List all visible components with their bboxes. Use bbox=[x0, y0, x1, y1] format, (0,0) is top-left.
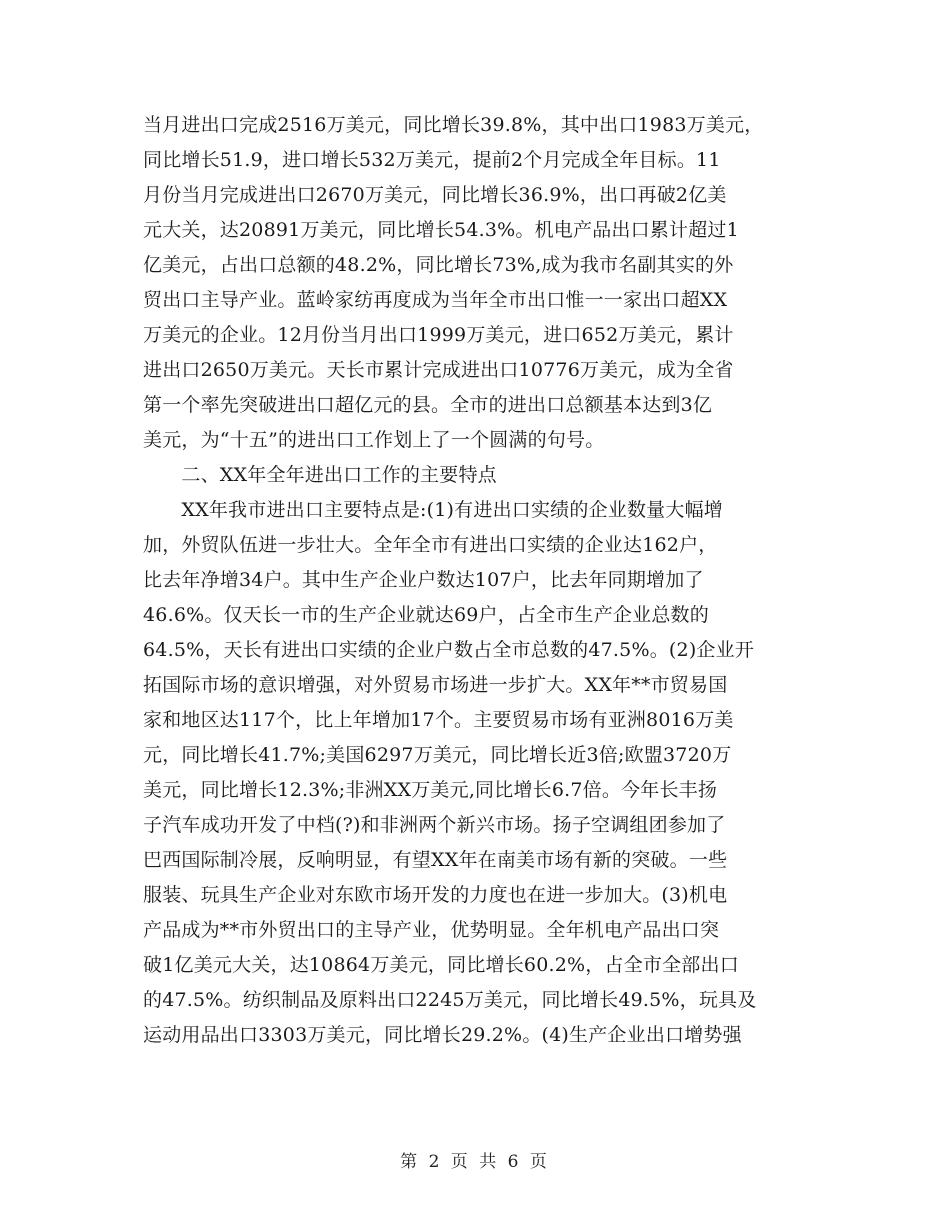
text-line: 美元，为“十五”的进出口工作划上了一个圆满的句号。 bbox=[143, 429, 605, 451]
text-line: 元大关，达20891万美元，同比增长54.3%。机电产品出口累计超过1 bbox=[143, 219, 739, 241]
text-line: 64.5%，天长有进出口实绩的企业户数占全市总数的47.5%。(2)企业开 bbox=[143, 639, 755, 661]
text-line: 破1亿美元大关，达10864万美元，同比增长60.2%，占全市全部出口 bbox=[143, 954, 739, 976]
text-line: XX年我市进出口主要特点是:(1)有进出口实绩的企业数量大幅增 bbox=[143, 499, 723, 521]
text-line: 加，外贸队伍进一步壮大。全年全市有进出口实绩的企业达162户， bbox=[143, 534, 718, 556]
text-line: 元，同比增长41.7%;美国6297万美元，同比增长近3倍;欧盟3720万 bbox=[143, 744, 732, 766]
text-line: 美元，同比增长12.3%;非洲XX万美元,同比增长6.7倍。今年长丰扬 bbox=[143, 779, 718, 801]
text-line: 同比增长51.9，进口增长532万美元，提前2个月完成全年目标。11 bbox=[143, 149, 721, 171]
text-line: 46.6%。仅天长一市的生产企业就达69户，占全市生产企业总数的 bbox=[143, 604, 709, 626]
text-line: 亿美元，占出口总额的48.2%，同比增长73%,成为我市名副其实的外 bbox=[143, 254, 734, 276]
section-heading: 二、XX年全年进出口工作的主要特点 bbox=[143, 464, 497, 486]
text-line: 月份当月完成进出口2670万美元，同比增长36.9%，出口再破2亿美 bbox=[143, 184, 727, 206]
text-line: 第一个率先突破进出口超亿元的县。全市的进出口总额基本达到3亿 bbox=[143, 394, 713, 416]
text-line: 比去年净增34户。其中生产企业户数达107户，比去年同期增加了 bbox=[143, 569, 704, 591]
text-line: 子汽车成功开发了中档(?)和非洲两个新兴市场。扬子空调组团参加了 bbox=[143, 814, 726, 836]
text-line: 产品成为**市外贸出口的主导产业，优势明显。全年机电产品出口突 bbox=[143, 919, 720, 941]
text-line: 万美元的企业。12月份当月出口1999万美元，进口652万美元，累计 bbox=[143, 324, 734, 346]
text-line: 巴西国际制冷展，反响明显，有望XX年在南美市场有新的突破。一些 bbox=[143, 849, 728, 871]
text-line: 家和地区达117个，比上年增加17个。主要贸易市场有亚洲8016万美 bbox=[143, 709, 734, 731]
text-line: 贸出口主导产业。蓝岭家纺再度成为当年全市出口惟一一家出口超XX bbox=[143, 289, 728, 311]
text-line: 服装、玩具生产企业对东欧市场开发的力度也在进一步加大。(3)机电 bbox=[143, 884, 728, 906]
text-line: 运动用品出口3303万美元，同比增长29.2%。(4)生产企业出口增势强 bbox=[143, 1024, 742, 1046]
text-line: 当月进出口完成2516万美元，同比增长39.8%，其中出口1983万美元， bbox=[143, 114, 764, 136]
text-line: 拓国际市场的意识增强，对外贸易市场进一步扩大。XX年**市贸易国 bbox=[143, 674, 728, 696]
text-line: 的47.5%。纺织制品及原料出口2245万美元，同比增长49.5%，玩具及 bbox=[143, 989, 757, 1011]
page-number-footer: 第 2 页 共 6 页 bbox=[400, 1152, 550, 1172]
text-line: 进出口2650万美元。天长市累计完成进出口10776万美元，成为全省 bbox=[143, 359, 734, 381]
